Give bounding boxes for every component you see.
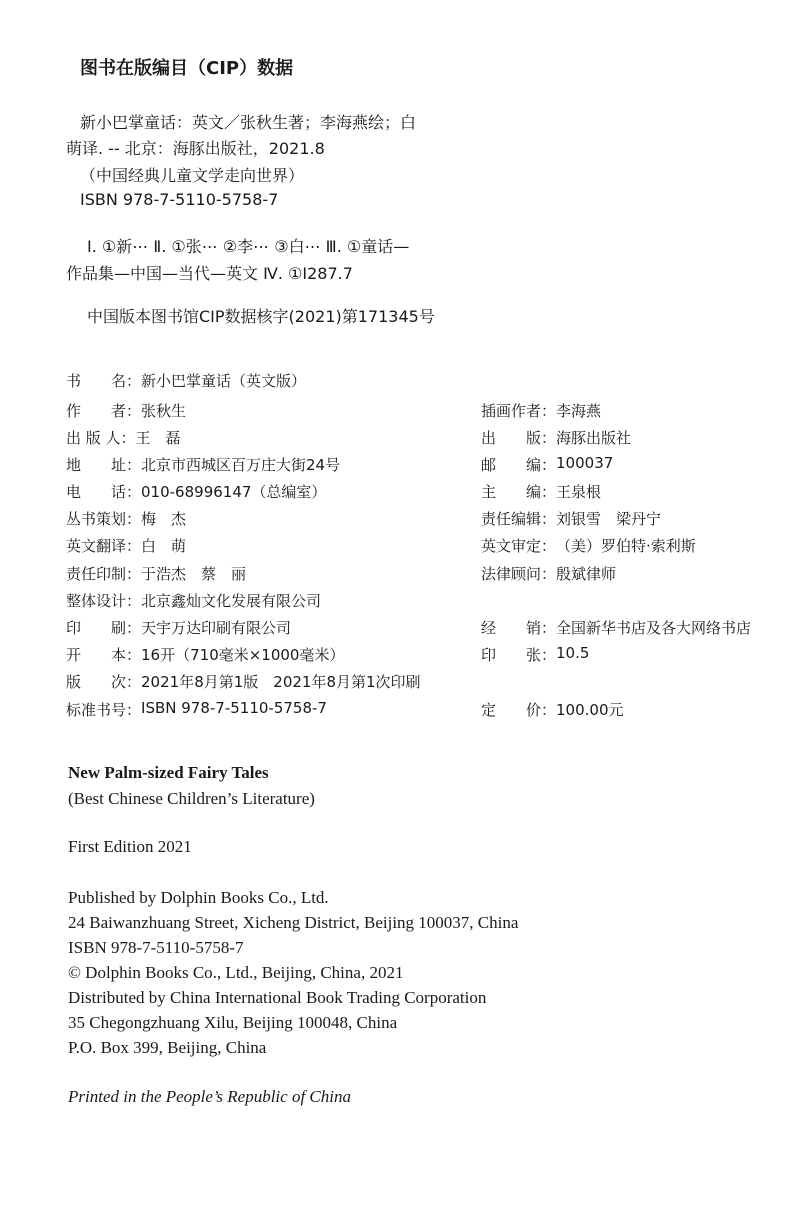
info-isbn [66, 699, 327, 720]
info-publisher [481, 427, 631, 448]
info-label: 出 版： [481, 429, 557, 447]
english-book-title: New Palm-sized Fairy Tales [68, 763, 269, 782]
info-value: 梅 杰 [141, 510, 187, 528]
cip-line-2: 萌译. -- 北京：海豚出版社，2021.8 [66, 139, 325, 158]
info-value: 海豚出版社 [556, 429, 632, 447]
info-series-planner [66, 508, 186, 529]
info-value: 刘银雪 梁丹宁 [556, 510, 662, 528]
info-value: 北京市西城区百万庄大街24号 [141, 456, 341, 474]
info-illustrator [481, 400, 601, 421]
english-isbn: ISBN 978-7-5110-5758-7 [68, 938, 244, 957]
info-label: 丛书策划： [66, 510, 142, 528]
english-copyright: © Dolphin Books Co., Ltd., Beijing, China, 2021 [68, 963, 404, 982]
info-address [66, 454, 340, 475]
info-label: 插画作者： [481, 402, 557, 420]
info-design [66, 590, 321, 611]
info-label: 责任印制： [66, 565, 142, 583]
info-label: 出 版 人： [66, 429, 136, 447]
info-label: 版 次： [66, 673, 142, 691]
info-label: 开 本： [66, 646, 142, 664]
info-label: 作 者： [66, 402, 142, 420]
english-po-box: P.O. Box 399, Beijing, China [68, 1038, 267, 1057]
info-value: 10.5 [556, 644, 590, 662]
info-sheets [481, 644, 589, 665]
info-label: 经 销： [481, 619, 557, 637]
info-edition [66, 671, 421, 692]
english-distributor-address: 35 Chegongzhuang Xilu, Beijing 100048, China [68, 1013, 398, 1032]
info-label: 整体设计： [66, 592, 142, 610]
info-value: 16开（710毫米×1000毫米） [141, 646, 345, 664]
info-translator [66, 535, 186, 556]
cip-heading: 图书在版编目（CIP）数据 [80, 58, 294, 79]
english-publisher: Published by Dolphin Books Co., Ltd. [68, 888, 329, 907]
info-value: 于浩杰 蔡 丽 [141, 565, 247, 583]
english-edition: First Edition 2021 [68, 837, 192, 856]
info-responsible-editor [481, 508, 661, 529]
info-label: 法律顾问： [481, 565, 557, 583]
info-value: 王泉根 [556, 483, 602, 501]
info-value: 全国新华书店及各大网络书店 [556, 619, 752, 637]
info-value: 新小巴掌童话（英文版） [141, 372, 307, 390]
info-phone [66, 481, 326, 502]
info-label: 责任编辑： [481, 510, 557, 528]
info-label: 印 张： [481, 646, 557, 664]
info-label: 定 价： [481, 701, 557, 719]
info-distribution [481, 617, 751, 638]
info-value: 王 磊 [135, 429, 181, 447]
cip-classification-1: Ⅰ. ①新⋯ Ⅱ. ①张⋯ ②李⋯ ③白⋯ Ⅲ. ①童话— [87, 237, 410, 256]
info-value: 010-68996147（总编室） [141, 483, 327, 501]
info-label: 邮 编： [481, 456, 557, 474]
info-value: 100037 [556, 454, 614, 472]
info-legal-adviser [481, 563, 616, 584]
info-format [66, 644, 344, 665]
info-value: ISBN 978-7-5110-5758-7 [141, 699, 327, 717]
info-postcode [481, 454, 613, 475]
info-label: 主 编： [481, 483, 557, 501]
info-label: 书 名： [66, 372, 142, 390]
info-value: 2021年8月第1版 2021年8月第1次印刷 [141, 673, 421, 691]
info-english-reviewer [481, 535, 696, 556]
info-value: 天宇万达印刷有限公司 [141, 619, 292, 637]
english-printed-in: Printed in the People’s Republic of China [68, 1087, 351, 1106]
info-value: 殷斌律师 [556, 565, 617, 583]
info-printer [66, 617, 291, 638]
info-chief-editor [481, 481, 601, 502]
cip-record-number: 中国版本图书馆CIP数据核字(2021)第171345号 [87, 307, 435, 326]
info-publisher-person [66, 427, 181, 448]
cip-isbn: ISBN 978-7-5110-5758-7 [80, 190, 279, 209]
english-distributor: Distributed by China International Book Trading Corporation [68, 988, 487, 1007]
info-author [66, 400, 186, 421]
info-label: 英文翻译： [66, 537, 142, 555]
info-print-manager [66, 563, 246, 584]
info-value: 张秋生 [141, 402, 187, 420]
info-label: 英文审定： [481, 537, 557, 555]
info-value: 北京鑫灿文化发展有限公司 [141, 592, 322, 610]
info-value: 白 萌 [141, 537, 187, 555]
info-label: 印 刷： [66, 619, 142, 637]
info-label: 地 址： [66, 456, 142, 474]
cip-line-1: 新小巴掌童话：英文／张秋生著；李海燕绘；白 [80, 113, 417, 132]
info-value: 100.00元 [556, 701, 624, 719]
info-value: 李海燕 [556, 402, 602, 420]
cip-classification-2: 作品集—中国—当代—英文 Ⅳ. ①I287.7 [66, 264, 353, 283]
info-price [481, 699, 624, 720]
info-label: 电 话： [66, 483, 142, 501]
english-series: (Best Chinese Children’s Literature) [68, 789, 315, 808]
cip-line-3: （中国经典儿童文学走向世界） [80, 166, 305, 185]
info-label: 标准书号： [66, 701, 142, 719]
info-book-title [66, 370, 306, 391]
english-address: 24 Baiwanzhuang Street, Xicheng District, Beijing 100037, China [68, 913, 519, 932]
info-value: （美）罗伯特·索利斯 [556, 537, 696, 555]
